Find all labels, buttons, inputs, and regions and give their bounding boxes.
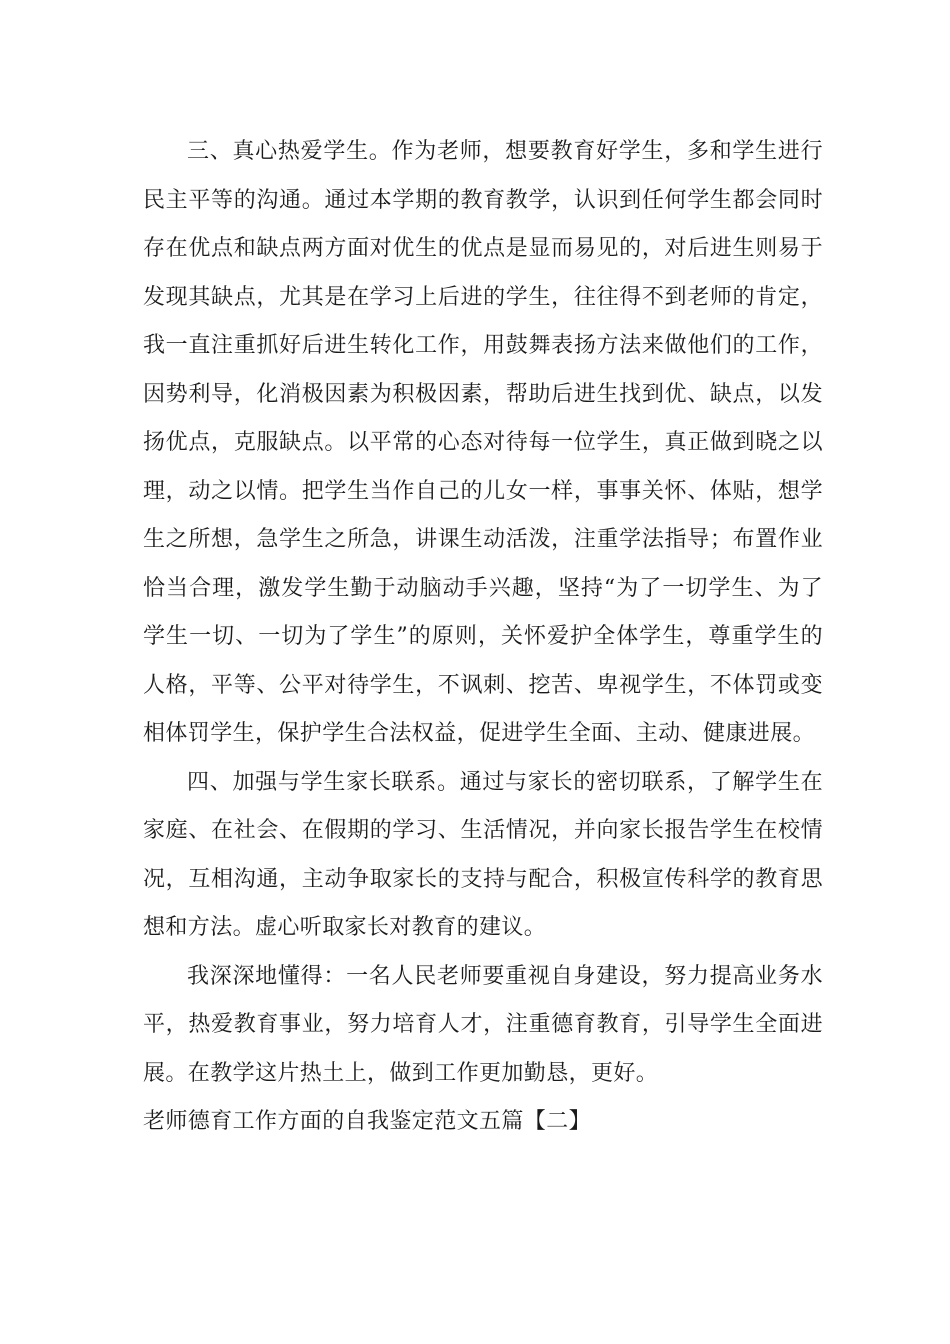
document-body <box>143 128 823 1147</box>
paragraph-parent-contact: 四、加强与学生家长联系。通过与家长的密切联系，了解学生在家庭、在社会、在假期的学习、生活情况，并向家长报告学生在校情况，互相沟通，主动争取家长的支持与配合，积极宣传科学的教育思想和方法。虚心听取家长对教育的建议。 <box>143 769 823 940</box>
section-heading: 老师德育工作方面的自我鉴定范文五篇【二】 <box>143 1109 592 1134</box>
paragraph-love-students: 三、真心热爱学生。作为老师，想要教育好学生，多和学生进行民主平等的沟通。通过本学期的教育教学，认识到任何学生都会同时存在优点和缺点两方面对优生的优点是显而易见的，对后进生则易于发现其缺点，尤其是在学习上后进的学生，往往得不到老师的肯定，我一直注重抓好后进生转化工作，用鼓舞表扬方法来做他们的工作，因势利导，化消极因素为积极因素，帮助后进生找到优、缺点，以发扬优点，克服缺点。以平常的心态对待每一位学生，真正做到晓之以理，动之以情。把学生当作自己的儿女一样，事事关怀、体贴，想学生之所想，急学生之所急，讲课生动活泼，注重学法指导；布置作业恰当合理，激发学生勤于动脑动手兴趣，坚持“为了一切学生、为了学生一切、一切为了学生”的原则，关怀爱护全体学生，尊重学生的人格，平等、公平对待学生，不讽刺、挖苦、卑视学生，不体罚或变相体罚学生，保护学生合法权益，促进学生全面、主动、健康进展。 <box>143 139 823 746</box>
paragraph-conclusion: 我深深地懂得：一名人民老师要重视自身建设，努力提高业务水平，热爱教育事业，努力培育人才，注重德育教育，引导学生全面进展。在教学这片热土上，做到工作更加勤恳，更好。 <box>143 963 823 1086</box>
